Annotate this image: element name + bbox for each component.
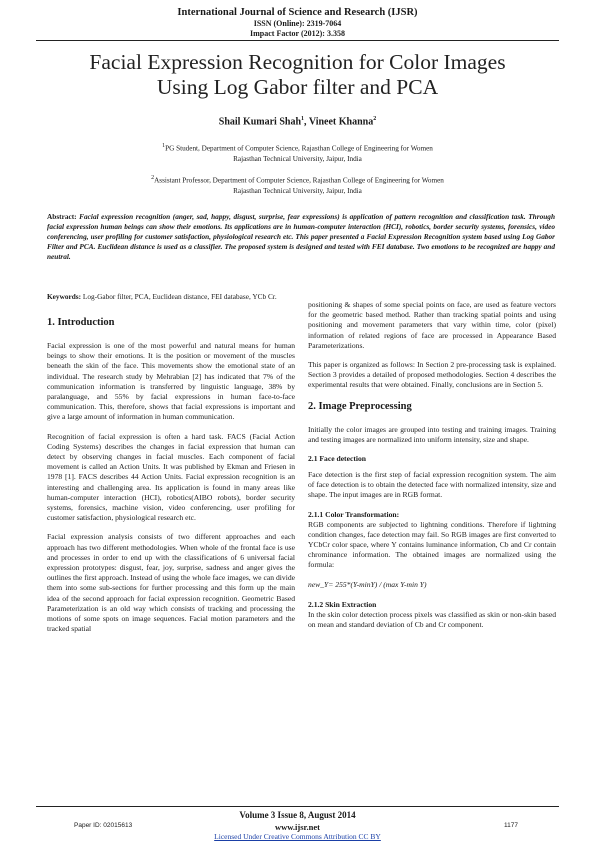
abstract-label: Abstract: [47, 212, 77, 221]
journal-name: International Journal of Science and Research (IJSR) [177, 7, 418, 18]
footer-license-link[interactable]: Licensed Under Creative Commons Attribution CC BY [214, 832, 381, 841]
intro-paragraph-1: Facial expression is one of the most powerful and natural means for human beings to show their emotions. It is the position or movement of the muscles beneath the skin of the face. This movements show the emotional state of an individual. The research study by Mehrabian [2] has indicated that 7% of the communication information is transferred by linguistic language, 38% by paralanguage, and 55% by facial expressions in human face-to-face communication. This, therefore, shows that facial expressions is important and give a large amount of information in human communication. [47, 341, 295, 422]
abstract-text: Facial expression recognition (anger, sad, happy, disgust, surprise, fear expressions) is application of pattern recognition and classification task. Through facial expression human beings can show their emotions. Its applications are in human-computer interaction (HCI), robotics, border security systems, forensics, video conferencing, user profiling for customer satisfaction, physiological research etc. This paper presented a Facial Expression Recognition system based using Log Gabor Filter and PCA. Euclidean distance is used as a classifier. The proposed system is designed and tested with FEI database. Two emotions to be recognized are happy and neutral. [47, 212, 555, 261]
color-transformation-paragraph: RGB components are subjected to lightning conditions. Therefore if lightning condition changes, face detection may fail. So RGB images are first converted to YCbCr color space, where Y contains luminance information, Cb and Cr contain chrominance information. The obtained images are normalized using the formula: [308, 519, 556, 570]
right-column [308, 300, 556, 639]
section-heading-preprocessing: 2. Image Preprocessing [308, 400, 412, 412]
affiliation-1-line-1: PG Student, Department of Computer Science, Rajasthan College of Engineering for Women [165, 144, 433, 153]
affiliation-2-line-2: Rajasthan Technical University, Jaipur, India [233, 187, 362, 196]
journal-issn: ISSN (Online): 2319-7064 [253, 19, 342, 28]
intro-paragraph-4: positioning & shapes of some special points on face, are used as feature vectors for the geometric based method. Rather than tracking spatial points and using positioning and movement parameters that vary within time, color (pixel) information of related regions of face are processed in Appearance Based Parameterizations. [308, 300, 556, 350]
intro-paragraph-5: This paper is organized as follows: In Section 2 pre-processing task is explained. Section 3 provides a detailed of proposed methodologies. Section 4 describes the experimental results that were obtained. Finally, conclusions are in Section 5. [308, 360, 556, 390]
affiliation-2-sup: 2 [151, 175, 155, 181]
author-separator: , [304, 116, 309, 128]
abstract [47, 212, 555, 262]
face-detection-paragraph: Face detection is the first step of facial expression recognition system. The aim of face detection is to obtain the detected face with normalized intensity, size and shape. The input images are in RGB format. [308, 470, 556, 500]
affiliation-2 [0, 173, 595, 197]
keywords-label: Keywords: [47, 292, 82, 301]
skin-extraction-paragraph: In the skin color detection process pixels was classified as skin or non-skin based on mean and standard deviation of Cb and Cr component. [308, 609, 556, 630]
author-1-sup: 1 [301, 116, 305, 122]
title-line-2: Using Log Gabor filter and PCA [156, 75, 439, 99]
subsection-heading-face-detection: 2.1 Face detection [308, 454, 366, 464]
title-line-1: Facial Expression Recognition for Color Images [89, 50, 506, 74]
affiliation-1-line-2: Rajasthan Technical University, Jaipur, India [233, 155, 362, 164]
left-column [47, 316, 295, 643]
footer-website-link[interactable]: www.ijsr.net [274, 822, 321, 832]
paper-id: Paper ID: 02015613 [74, 822, 133, 829]
affiliation-1-sup: 1 [162, 143, 166, 149]
author-1: Shail Kumari Shah [218, 116, 302, 128]
section-heading-introduction: 1. Introduction [47, 317, 115, 328]
intro-paragraph-3: Facial expression analysis consists of two different approaches and each approach has two different methodologies. When whole of the frontal face is use and processes in order to end up with the classifications of 6 universal facial expression prototypes: disgust, fear, joy, surprise, sadness and anger gives the outlines the first approach. Instead of using the whole face images, we can divide them into some sub-sections for further processing and this form up the main idea of the second approach for facial expression recognition. Geometric Based Parameterization is an old way which consists of tracking and processing the motions of some spots on image sequences. Facial motion parameters and the tracked spatial [47, 532, 295, 634]
footer-rule [36, 806, 559, 807]
author-2-sup: 2 [373, 116, 377, 122]
affiliation-2-line-1: Assistant Professor, Department of Computer Science, Rajasthan College of Engineering for Women [154, 176, 444, 185]
paper-title [40, 50, 555, 100]
affiliation-1 [0, 141, 595, 165]
header-rule [36, 40, 559, 41]
intro-paragraph-2: Recognition of facial expression is often a hard task. FACS (Facial Action Coding Systems) describes the changes in facial expression that human can detect by observing changes in facial muscles. Each component of facial movement is called an Action Units. It was published by Ekman and Friesen in 1978 [1]. FACS describes 44 Action Units. Facial expression recognition is an interesting and challenging area. Its application is found in many areas like human-computer interaction (HCI), robotics(AIBO robots), border security systems, forensics, machine vision, video conferencing, user profiling for customer satisfaction, physiological research etc. [47, 431, 295, 523]
normalization-formula: new_Y= 255*(Y-minY) / (max Y-min Y) [308, 579, 427, 589]
subsubsection-heading-color-transformation: 2.1.1 Color Transformation: [308, 509, 400, 519]
preprocessing-paragraph: Initially the color images are grouped into testing and training images. Training and testing images are normalized into uniform intensity, size and shape. [308, 424, 556, 444]
footer-issue: Volume 3 Issue 8, August 2014 [239, 810, 356, 820]
journal-impact-factor: Impact Factor (2012): 3.358 [250, 29, 345, 38]
subsubsection-heading-skin-extraction: 2.1.2 Skin Extraction [308, 599, 377, 609]
keywords-text: Log-Gabor filter, PCA, Euclidean distance, FEI database, YCb Cr. [82, 292, 277, 301]
page-number: 1177 [504, 822, 518, 829]
author-list [0, 116, 595, 127]
author-2: Vineet Khanna [308, 116, 374, 128]
